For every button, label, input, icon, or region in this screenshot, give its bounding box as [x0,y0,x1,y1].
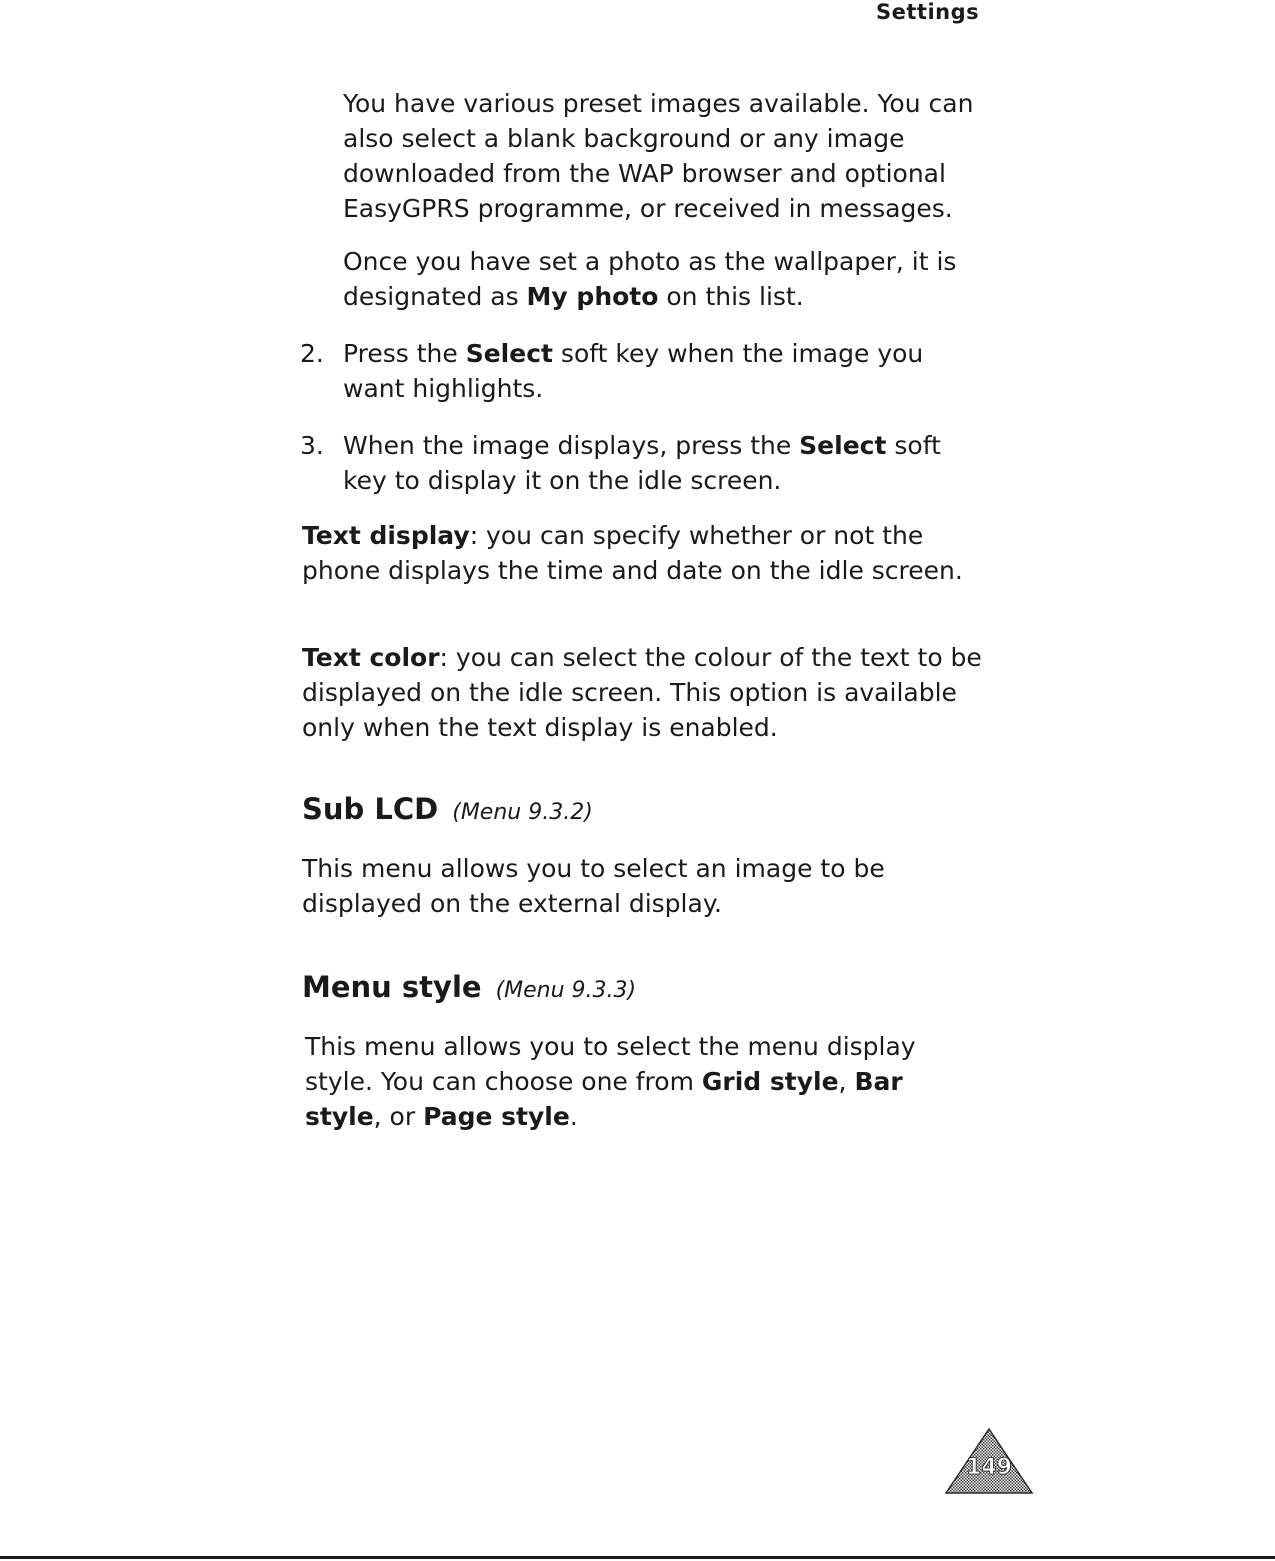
step-key-name: Select [465,339,553,368]
menu-style-title: Menu style [302,970,482,1004]
option-term: Text display [302,521,470,550]
step-text-pre: Press the [343,339,466,368]
option-desc: : you can select the colour of the text to be displayed on the idle screen. This option is available only when the text display is enabled. [302,643,982,742]
menu-style-option-grid: Grid style [701,1067,839,1096]
step-text-post: soft key when the image you want highlights. [343,339,924,403]
step-text-post: soft key to display it on the idle screen. [343,431,941,495]
step-text [343,428,980,498]
option-desc: : you can specify whether or not the phone displays the time and date on the idle screen. [302,521,963,585]
my-photo-pre: Once you have set a photo as the wallpaper, it is designated as [343,247,957,311]
option-term: Text color [302,643,440,672]
menu-style-sep: , [838,1067,855,1096]
menu-style-option-bar: Bar style [305,1067,903,1131]
menu-style-body [305,1029,965,1134]
step-number: 3. [300,431,324,460]
wallpaper-description: You have various preset images available. You can also select a blank background or any image downloaded from the WAP browser and optional EasyGPRS programme, or received in messages. [343,89,974,223]
wallpaper-my-photo-note [343,244,983,314]
menu-style-heading [302,967,636,1011]
step-2 [300,336,980,406]
running-header: Settings [876,0,980,24]
sub-lcd-title: Sub LCD [302,792,439,826]
menu-style-menu-ref: (Menu 9.3.3) [495,978,637,1003]
step-number: 2. [300,339,324,368]
step-text-pre: When the image displays, press the [343,431,800,460]
my-photo-term: My photo [526,282,659,311]
sub-lcd-heading [302,789,593,833]
menu-style-end: . [569,1102,578,1131]
menu-style-option-page: Page style [423,1102,570,1131]
menu-style-sep: , or [373,1102,424,1131]
triangle-page-badge-icon [944,1427,1034,1497]
option-text-color [302,640,992,745]
my-photo-post: on this list. [658,282,804,311]
page-number: 149 [966,1455,1012,1480]
step-key-name: Select [799,431,887,460]
step-text [343,336,980,406]
sub-lcd-body: This menu allows you to select an image to be displayed on the external display. [302,854,885,918]
menu-style-body-pre: This menu allows you to select the menu display style. You can choose one from [305,1032,916,1096]
step-3 [300,428,980,498]
bottom-rule [0,1556,1275,1559]
sub-lcd-menu-ref: (Menu 9.3.2) [452,800,593,825]
option-text-display [302,518,992,588]
